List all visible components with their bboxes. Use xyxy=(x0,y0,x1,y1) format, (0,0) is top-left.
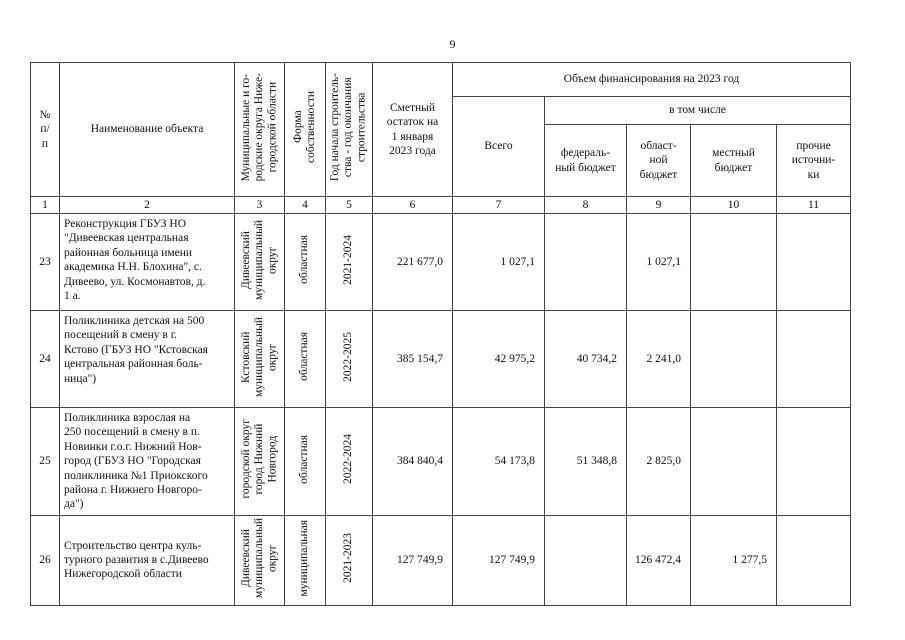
balance-value: 221 677,0 xyxy=(373,214,453,311)
other-value xyxy=(777,515,851,605)
other-value xyxy=(777,408,851,516)
header-regional: област- ной бюджет xyxy=(627,125,691,197)
row-number: 26 xyxy=(31,515,60,605)
column-number: 9 xyxy=(627,197,691,214)
column-number: 5 xyxy=(326,197,373,214)
municipality-cell xyxy=(235,311,285,408)
column-number: 1 xyxy=(31,197,60,214)
column-number: 8 xyxy=(545,197,627,214)
years-text: 2021-2024 xyxy=(342,234,355,285)
ownership-cell xyxy=(285,515,326,605)
years-cell xyxy=(326,408,373,516)
table-row xyxy=(31,214,851,311)
header-municipality-text: Муниципальные и го- родские округа Ниже- городской области xyxy=(239,73,279,182)
municipality-cell xyxy=(235,515,285,605)
regional-value: 1 027,1 xyxy=(627,214,691,311)
header-other: прочие источни- ки xyxy=(777,125,851,197)
municipality-cell xyxy=(235,408,285,516)
column-number: 6 xyxy=(373,197,453,214)
municipality-cell xyxy=(235,214,285,311)
header-federal: федераль- ный бюджет xyxy=(545,125,627,197)
ownership-text: областная xyxy=(298,434,311,484)
object-name: Поликлиника детская на 500 посещений в смену в г. Кстово (ГБУЗ НО "Кстовская центральная районная боль- ница") xyxy=(60,311,235,408)
total-value: 1 027,1 xyxy=(453,214,545,311)
regional-value: 126 472,4 xyxy=(627,515,691,605)
years-text: 2022-2024 xyxy=(342,434,355,485)
object-name: Строительство центра куль- турного развития в с.Дивеево Нижегородской области xyxy=(60,515,235,605)
federal-value: 40 734,2 xyxy=(545,311,627,408)
column-number: 7 xyxy=(453,197,545,214)
ownership-text: областная xyxy=(298,332,311,382)
row-number: 23 xyxy=(31,214,60,311)
row-number: 25 xyxy=(31,408,60,516)
federal-value: 51 348,8 xyxy=(545,408,627,516)
header-balance: Сметный остаток на 1 января 2023 года xyxy=(373,63,453,197)
local-value xyxy=(691,408,777,516)
table-row xyxy=(31,311,851,408)
years-cell xyxy=(326,515,373,605)
page-number: 9 xyxy=(449,37,456,51)
municipality-text: Дивеевский муниципальный округ xyxy=(239,219,279,300)
column-number: 11 xyxy=(777,197,851,214)
ownership-text: областная xyxy=(298,235,311,285)
municipality-text: Дивеевский муниципальный округ xyxy=(239,517,279,598)
other-value xyxy=(777,214,851,311)
balance-value: 385 154,7 xyxy=(373,311,453,408)
header-ownership-text: Форма собственности xyxy=(291,91,317,164)
total-value: 127 749,9 xyxy=(453,515,545,605)
regional-value: 2 825,0 xyxy=(627,408,691,516)
financing-table xyxy=(30,62,851,606)
object-name: Реконструкция ГБУЗ НО "Дивеевская центральная районная больница имени академика Н.Н. Блохина", с. Дивеево, ул. Космонавтов, д. 1 а. xyxy=(60,214,235,311)
federal-value xyxy=(545,515,627,605)
local-value xyxy=(691,311,777,408)
column-number-row xyxy=(31,197,851,214)
header-including: в том числе xyxy=(545,97,851,125)
header-years xyxy=(326,63,373,197)
header-funding: Объем финансирования на 2023 год xyxy=(453,63,851,97)
municipality-text: городской округ город Нижний Новгород xyxy=(239,419,279,499)
ownership-cell xyxy=(285,408,326,516)
object-name: Поликлиника взрослая на 250 посещений в смену в п. Новинки г.о.г. Нижний Нов- город (ГБУЗ НО "Городская поликлиника №1 Приокского района г. Нижнего Новгоро- да") xyxy=(60,408,235,516)
total-value: 42 975,2 xyxy=(453,311,545,408)
table-row xyxy=(31,408,851,516)
municipality-text: Кстовский муниципальный округ xyxy=(239,316,279,397)
ownership-cell xyxy=(285,311,326,408)
header-row-1 xyxy=(31,63,851,97)
balance-value: 384 840,4 xyxy=(373,408,453,516)
years-cell xyxy=(326,311,373,408)
header-years-text: Год начала строитель- ства - год окончания строительства xyxy=(329,73,368,182)
column-number: 3 xyxy=(235,197,285,214)
federal-value xyxy=(545,214,627,311)
table-row xyxy=(31,515,851,605)
ownership-cell xyxy=(285,214,326,311)
years-text: 2021-2023 xyxy=(342,533,355,583)
header-total: Всего xyxy=(453,97,545,197)
total-value: 54 173,8 xyxy=(453,408,545,516)
column-number: 4 xyxy=(285,197,326,214)
local-value: 1 277,5 xyxy=(691,515,777,605)
header-municipality xyxy=(235,63,285,197)
regional-value: 2 241,0 xyxy=(627,311,691,408)
ownership-text: муниципальная xyxy=(298,519,311,597)
header-local: местный бюджет xyxy=(691,125,777,197)
column-number: 10 xyxy=(691,197,777,214)
column-number: 2 xyxy=(60,197,235,214)
local-value xyxy=(691,214,777,311)
header-no: № п/ п xyxy=(31,63,60,197)
other-value xyxy=(777,311,851,408)
balance-value: 127 749,9 xyxy=(373,515,453,605)
row-number: 24 xyxy=(31,311,60,408)
header-ownership xyxy=(285,63,326,197)
header-name: Наименование объекта xyxy=(60,63,235,197)
years-cell xyxy=(326,214,373,311)
years-text: 2022-2025 xyxy=(342,331,355,382)
